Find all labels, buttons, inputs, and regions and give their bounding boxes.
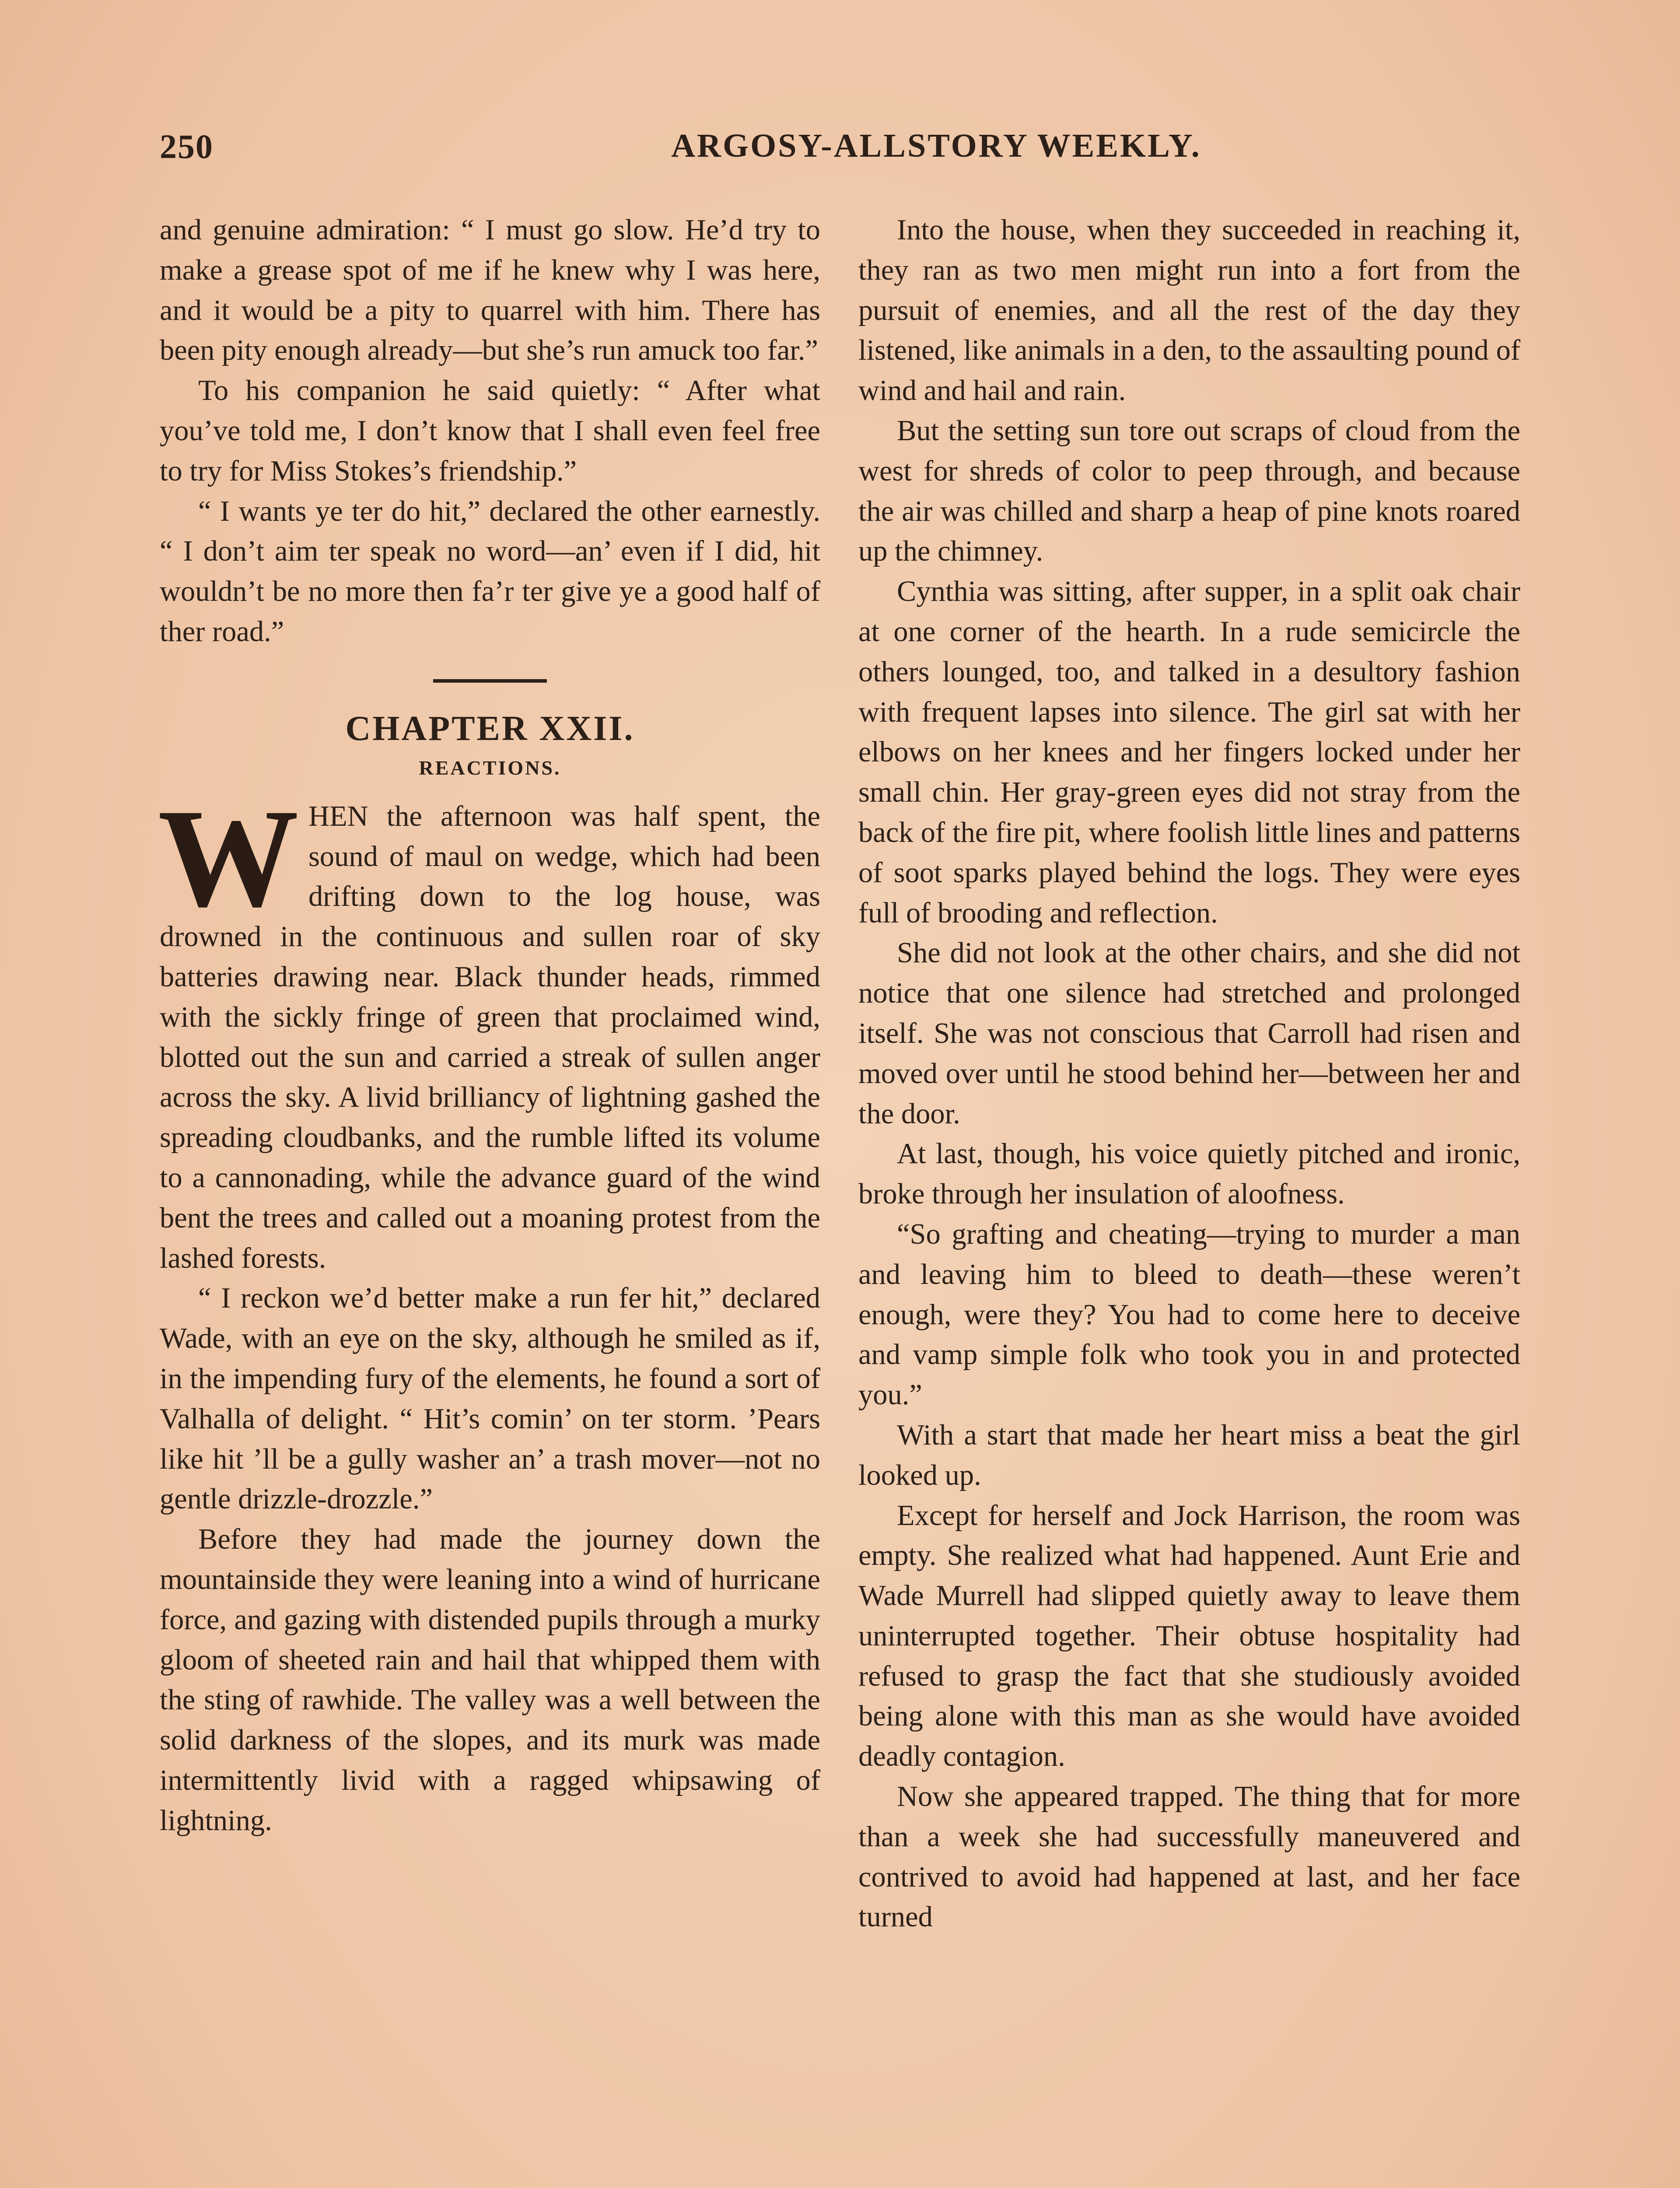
paragraph: Now she appeared trapped. The thing that for more than a week she had successfully maneuvered and contrived to avoid had happened at last, and her face turned	[858, 1781, 1520, 1933]
running-title: ARGOSY-ALLSTORY WEEKLY.	[671, 127, 1201, 164]
drop-cap: W	[158, 779, 299, 936]
chapter-opening-paragraph	[158, 779, 820, 1279]
page-number: 250	[160, 127, 214, 165]
paragraph: She did not look at the other chairs, and she did not notice that one silence had stretched and prolonged itself. She was not conscious that Carroll had risen and moved over until he stood behind her—between her and the door.	[858, 937, 1520, 1130]
left-column	[160, 210, 820, 1841]
chapter-subtitle: REACTIONS.	[419, 756, 561, 779]
paragraph-text: HEN the afternoon was half spent, the sound of maul on wedge, which had been drifting down to the log house, was drowned in the continuous and sullen roar of sky batteries drawing near. Black thunder heads, rimmed with the sickly fringe of green that proclaimed wind, blotted out the sun and carried a streak of sullen anger across the sky. A livid brilliancy of lightning gashed the spreading cloudbanks, and the rumble lifted its volume to a cannonading, while the advance guard of the wind bent the trees and called out a moaning protest from the lashed forests.	[160, 800, 820, 1274]
paragraph: “ I reckon we’d better make a run fer hit,” declared Wade, with an eye on the sky, although he smiled as if, in the impending fury of the elements, he found a sort of Valhalla of delight. “ Hit’s comin’ on ter storm. ’Pears like hit ’ll be a gully washer an’ a trash mover—not no gentle drizzle-drozzle.”	[160, 1282, 820, 1515]
paragraph: At last, though, his voice quietly pitched and ironic, broke through her insulation of aloofness.	[858, 1138, 1520, 1210]
page-header	[160, 127, 1529, 175]
paragraph: With a start that made her heart miss a beat the girl looked up.	[858, 1419, 1520, 1491]
paragraph: To his companion he said quietly: “ After what you’ve told me, I don’t know that I shall even feel free to try for Miss Stokes’s friendship.”	[160, 375, 820, 487]
paragraph: and genuine admiration: “ I must go slow. He’d try to make a grease spot of me if he knew why I was here, and it would be a pity to quarrel with him. There has been pity enough already—but she’s run amuck too far.”	[160, 214, 820, 367]
right-column	[858, 210, 1520, 1937]
paragraph: “ I wants ye ter do hit,” declared the other earnestly. “ I don’t aim ter speak no word—an’ even if I did, hit wouldn’t be no more then fa’r ter give ye a good half of ther road.”	[160, 495, 820, 648]
paragraph: Into the house, when they succeeded in reaching it, they ran as two men might run into a fort from the pursuit of enemies, and all the rest of the day they listened, like animals in a den, to the assaulting pound of wind and hail and rain.	[858, 214, 1520, 407]
paragraph: Cynthia was sitting, after supper, in a split oak chair at one corner of the hearth. In a rude semicircle the others lounged, too, and talked in a desultory fashion with frequent lapses into silence. The girl sat with her elbows on her knees and her fingers locked under her small chin. Her gray-green eyes did not stray from the back of the fire pit, where foolish little lines and patterns of soot sparks played behind the logs. They were eyes full of brooding and reflection.	[858, 575, 1520, 929]
chapter-heading: CHAPTER XXII.	[345, 709, 635, 748]
paragraph: “So grafting and cheating—trying to murder a man and leaving him to bleed to death—these weren’t enough, were they? You had to come here to deceive and vamp simple folk who took you in and protected you.”	[858, 1218, 1520, 1411]
paragraph: Before they had made the journey down the mountainside they were leaning into a wind of hurricane force, and gazing with distended pupils through a murky gloom of sheeted rain and hail that whipped them with the sting of rawhide. The valley was a well between the solid darkness of the slopes, and its murk was made intermittently livid with a ragged whipsawing of lightning.	[160, 1523, 820, 1837]
paragraph: Except for herself and Jock Harrison, the room was empty. She realized what had happened. Aunt Erie and Wade Murrell had slipped quietly away to leave them uninterrupted together. Their obtuse hospitality had refused to grasp the fact that she studiously avoided being alone with this man as she would have avoided deadly contagion.	[858, 1499, 1520, 1773]
paragraph: But the setting sun tore out scraps of cloud from the west for shreds of color to peep through, and because the air was chilled and sharp a heap of pine knots roared up the chimney.	[858, 414, 1520, 568]
section-divider	[433, 679, 547, 683]
